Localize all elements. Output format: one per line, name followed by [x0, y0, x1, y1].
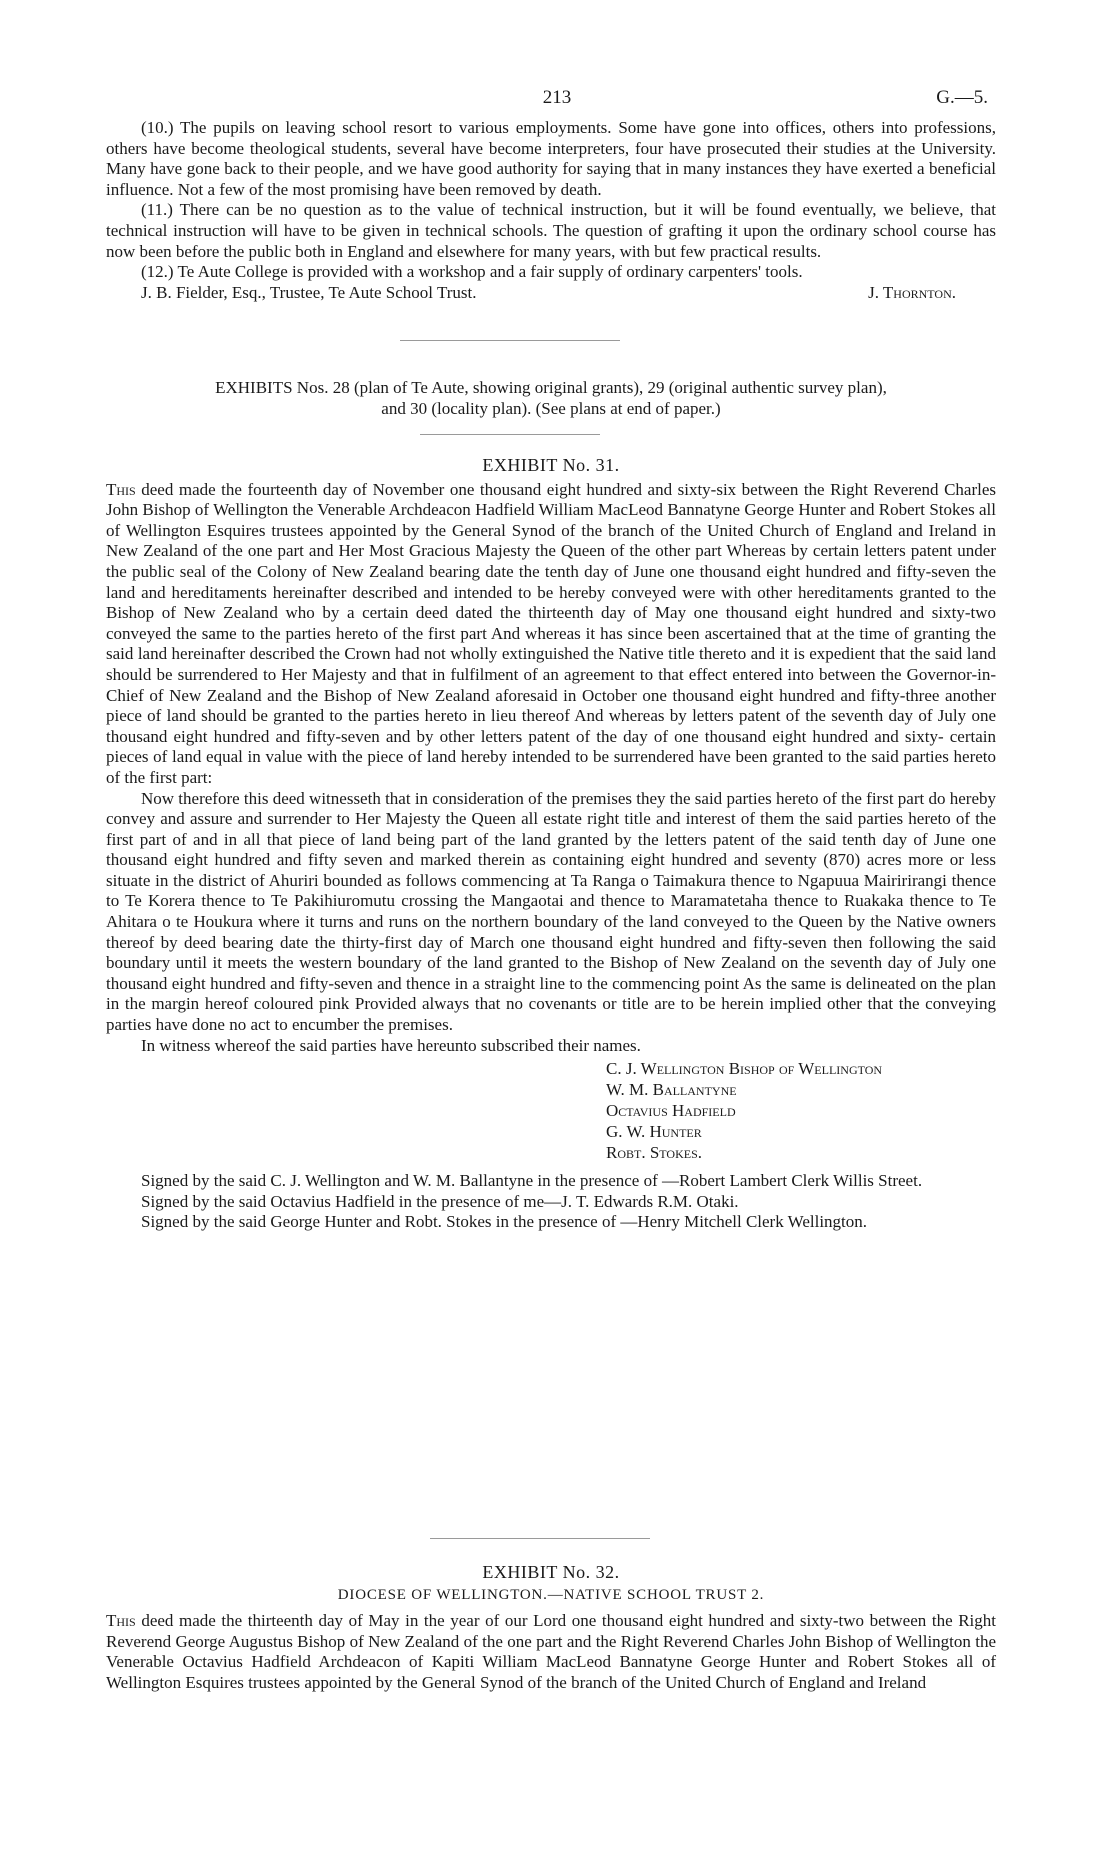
series-number: G.—5.: [936, 87, 988, 108]
page-number: 213: [542, 87, 572, 108]
exhibit-31-paragraph-2: Now therefore this deed witnesseth that in consideration of the premises they the said parties hereto of the first part do hereby convey and assure and surrender to Her Majesty the Queen all estate right title and interest of them the said parties hereto of the first part of and in all that piece of land being part of the land granted by the letters patent of the said tenth day of June one thousand eight hundred and fifty seven and marked therein as containing eight hundred and seventy (870) acres more or less situate in the district of Ahuriri bounded as follows commencing at Ta Ranga o Taimakura thence to Ngapuua Mairirirangi thence to Te Korera thence to Te Pakihiuromutu crossing the Mangaotai and thence to Maramatetaha thence to Ruakaka thence to Te Ahitara o te Houkura where it turns and runs on the northern boundary of the land conveyed to the Queen by the Native owners thereof by deed bearing date the thirty-first day of March one thousand eight hundred and fifty-seven then following the said boundary until it meets the western boundary of the land granted to the Bishop of New Zealand on the seventh day of July one thousand eight hundred and fifty-seven and thence in a straight line to the commencing point As the same is delineated on the plan in the margin hereof coloured pink Provided always that no covenants or title are to be herein implied other that the conveying parties have done no act to encumber the premises.: [106, 788, 996, 1035]
signatory: C. J. Wellington Bishop of Wellington: [606, 1059, 883, 1079]
exhibits-note-line-1: EXHIBITS Nos. 28 (plan of Te Aute, showing original grants), 29 (original authentic survey plan),: [215, 378, 887, 397]
page-header: [0, 88, 1114, 114]
exhibit-31-paragraph-1-text: deed made the fourteenth day of November one thousand eight hundred and sixty-six between the Right Reverend Charles John Bishop of Wellington the Venerable Archdeacon Hadfield William MacLeod Bannatyne George Hunter and Robert Stokes all of Wellington Esquires trustees appointed by the General Synod of the branch of the United Church of England and Ireland in New Zealand of the one part and Her Most Gracious Majesty the Queen of the other part Whereas by certain letters patent under the public seal of the Colony of New Zealand bearing date the tenth day of June one thousand eight hundred and fifty-seven the land and hereditaments hereinafter described and intended to be hereby conveyed were with other hereditaments granted to the Bishop of New Zealand who by a certain deed dated the thirteenth day of May one thousand eight hundred and sixty-two conveyed the same to the parties hereto of the first part And whereas it has since been ascertained that at the time of granting the said land hereinafter described the Crown had not wholly extinguished the Native title thereto and it is expedient that the said land should be surrendered to Her Majesty and that in fulfilment of an agreement to that effect entered into between the Governor-in-Chief of New Zealand and the Bishop of New Zealand aforesaid in October one thousand eight hundred and fifty-three another piece of land should be granted to the parties hereto in lieu thereof And whereas by letters patent of the seventh day of July one thousand eight hundred and fifty-seven and by other letters patent of the day of one thousand eight hundred and sixty- certain pieces of land equal in value with the piece of land hereby intended to be surrendered have been granted to the said parties hereto of the first part:: [106, 479, 996, 787]
paragraph-11: (11.) There can be no question as to the value of technical instruction, but it will be found eventually, we believe, that technical instruction will have to be given in technical schools. The question of grafting it upon the ordinary school course has now been before the public both in England and elsewhere for many years, with but few practical results.: [106, 200, 996, 261]
exhibit-32-paragraph-1-text: deed made the thirteenth day of May in the year of our Lord one thousand eight hundred and sixty-two between the Right Reverend George Augustus Bishop of New Zealand of the one part and the Right Reverend Charles John Bishop of Wellington the Venerable Octavius Hadfield Archdeacon of Kapiti William MacLeod Bannatyne George Hunter and Robert Stokes all of Wellington Esquires trustees appointed by the General Synod of the branch of the United Church of England and Ireland: [106, 1611, 996, 1692]
witness-statement-2: Signed by the said Octavius Hadfield in the presence of me—J. T. Edwards R.M. Otaki.: [141, 1191, 739, 1211]
exhibit-31-paragraph-3: In witness whereof the said parties have hereunto subscribed their names.: [141, 1035, 641, 1055]
exhibit-31-paragraph-1: [106, 480, 996, 789]
exhibit-31: [106, 455, 996, 1233]
exhibit-31-title: EXHIBIT No. 31.: [482, 455, 620, 475]
exhibits-note: [106, 378, 996, 419]
signatory: Robt. Stokes.: [606, 1143, 702, 1163]
exhibit-32-subtitle: DIOCESE OF WELLINGTON.—NATIVE SCHOOL TRUST 2.: [337, 1586, 765, 1603]
exhibit-32-title: EXHIBIT No. 32.: [482, 1562, 620, 1582]
divider: [400, 340, 620, 341]
report-section: [106, 118, 996, 303]
signatory: Octavius Hadfield: [606, 1101, 736, 1121]
signatory: W. M. Ballantyne: [606, 1080, 737, 1100]
paragraph-12: (12.) Te Aute College is provided with a workshop and a fair supply of ordinary carpenters' tools.: [141, 262, 803, 282]
exhibits-note-line-2: and 30 (locality plan). (See plans at end of paper.): [381, 398, 721, 418]
divider: [430, 1538, 650, 1539]
witness-statement-3: Signed by the said George Hunter and Robt. Stokes in the presence of —Henry Mitchell Clerk Wellington.: [141, 1212, 868, 1232]
lead-word: This: [106, 1611, 136, 1631]
witness-statement-1: Signed by the said C. J. Wellington and W. M. Ballantyne in the presence of —Robert Lambert Clerk Willis Street.: [141, 1171, 923, 1191]
report-signature-row: [106, 283, 996, 304]
exhibit-32-paragraph-1: [106, 1611, 996, 1693]
signatory: G. W. Hunter: [606, 1122, 702, 1142]
signatories: [106, 1058, 996, 1163]
exhibit-32: [106, 1562, 996, 1694]
report-signer: J. Thornton.: [868, 282, 956, 302]
divider: [420, 434, 600, 435]
addressee: J. B. Fielder, Esq., Trustee, Te Aute School Trust.: [141, 282, 477, 302]
lead-word: This: [106, 479, 136, 499]
paragraph-10: (10.) The pupils on leaving school resort to various employments. Some have gone into offices, others into professions, others have become theological students, several have become interpreters, four have prosecuted their studies at the University. Many have gone back to their people, and we have good authority for saying that in many instances they have exerted a beneficial influence. Not a few of the most promising have been removed by death.: [106, 118, 996, 199]
